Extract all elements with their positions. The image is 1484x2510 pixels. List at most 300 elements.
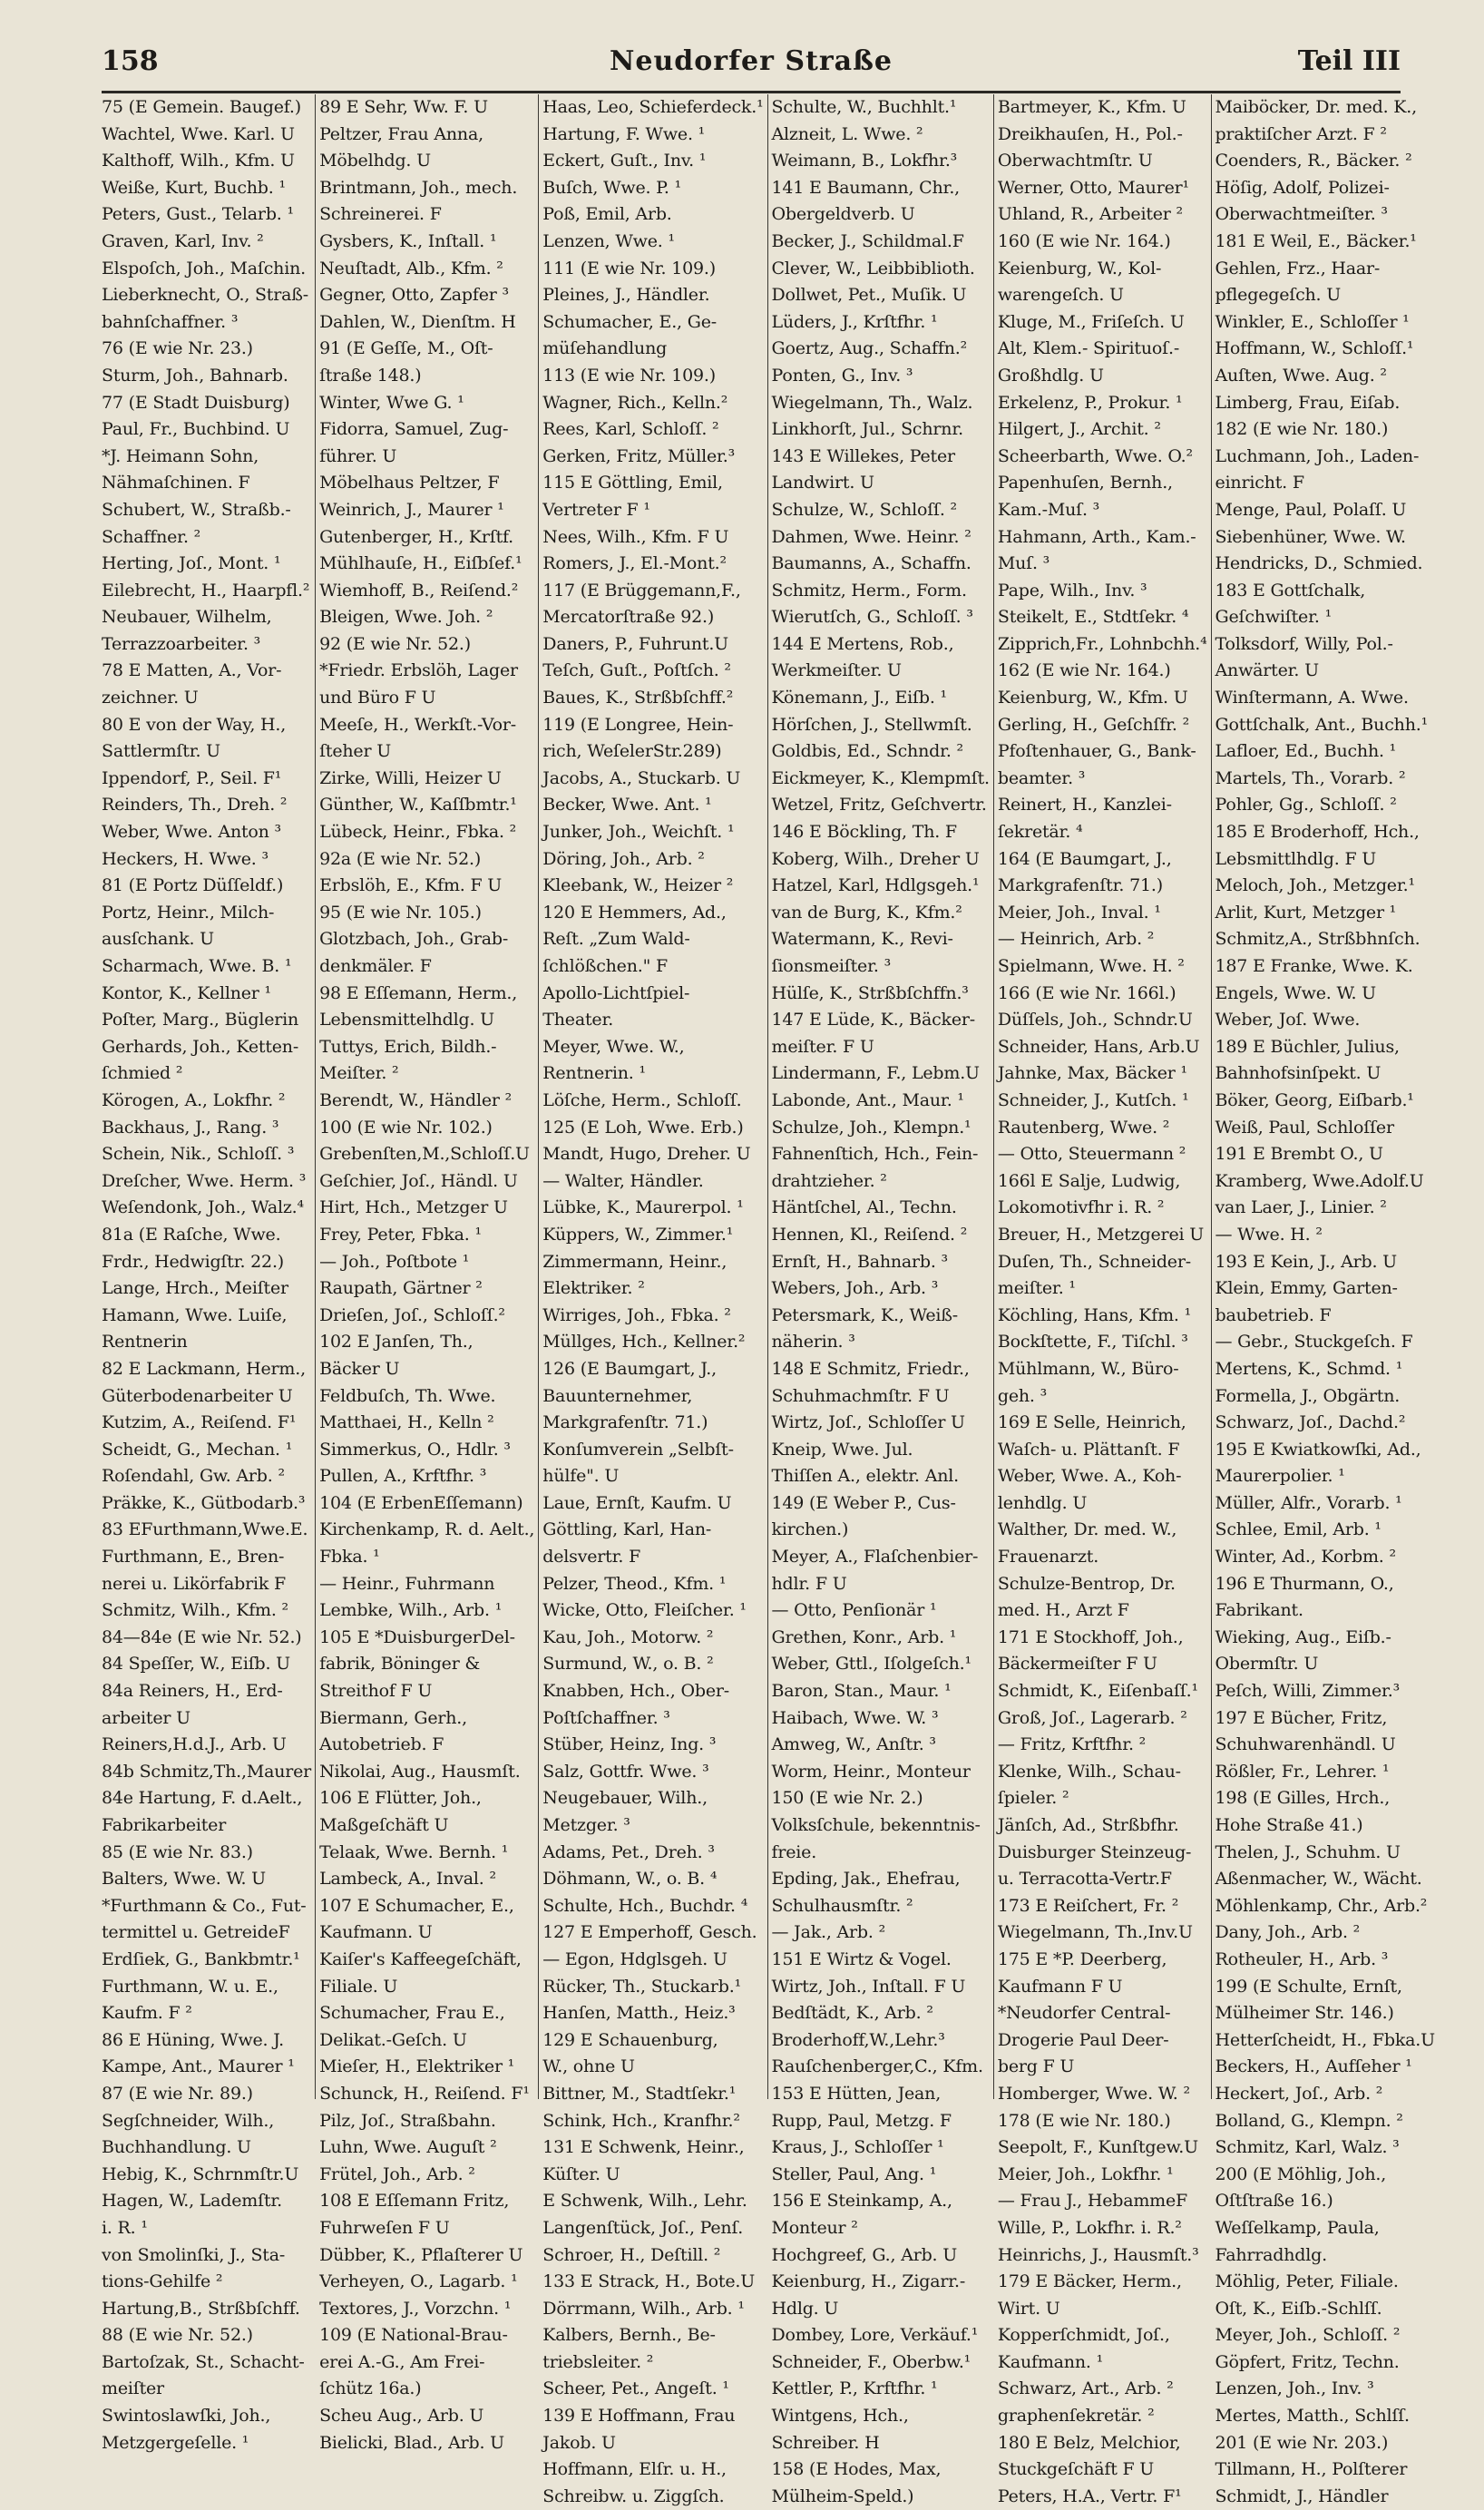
directory-entry: Fidorra, Samuel, Zug- (319, 419, 509, 440)
directory-entry: baubetrieb. F (1215, 1304, 1332, 1325)
directory-entry: Berendt, W., Händler ² (319, 1089, 513, 1110)
directory-entry: Duisburger Steinzeug- (997, 1841, 1192, 1862)
directory-entry: Wille, P., Lokfhr. i. R.² (997, 2217, 1182, 2238)
directory-entry: Thiſſen A., elektr. Anl. (771, 1466, 959, 1487)
directory-entry: Rauſchenberger,C., Kfm. (771, 2056, 983, 2077)
directory-entry: 105 E *DuisburgerDel- (319, 1626, 515, 1647)
directory-entry: Romers, J., El.-Mont.² (542, 553, 727, 574)
directory-entry: Amweg, W., Anſtr. ³ (771, 1734, 936, 1755)
directory-entry: Pilz, Joſ., Straßbahn. (319, 2110, 496, 2131)
directory-entry: termittel u. GetreideF (102, 1922, 290, 1943)
directory-entry: 193 E Kein, J., Arb. U (1215, 1251, 1397, 1272)
directory-entry: Luhn, Wwe. Auguſt ² (319, 2137, 497, 2158)
directory-entry: W., ohne U (542, 2056, 635, 2077)
directory-entry: Reinders, Th., Dreh. ² (102, 795, 288, 816)
directory-entry: Kraus, J., Schloſſer ¹ (771, 2137, 944, 2158)
directory-entry: Hahmann, Arth., Kam.- (997, 526, 1196, 547)
directory-entry: Gehlen, Frz., Haar- (1215, 258, 1381, 278)
directory-entry: Wagner, Rich., Kelln.² (542, 392, 728, 413)
directory-entry: hdlr. F U (771, 1573, 847, 1594)
directory-entry: Mühlhauſe, H., Eiſbſef.¹ (319, 553, 522, 574)
directory-entry: Hartung,B., Strßbſchff. (102, 2298, 300, 2319)
directory-entry: Gerhards, Joh., Ketten- (102, 1036, 299, 1057)
directory-entry: Feldbuſch, Th. Wwe. (319, 1385, 496, 1406)
directory-entry: Scheu Aug., Arb. U (319, 2406, 484, 2427)
directory-entry: Dollwet, Pet., Muſik. U (771, 285, 967, 306)
directory-entry: 84e Hartung, F. d.Aelt., (102, 1788, 303, 1809)
directory-entry: Obermſtr. U (1215, 1654, 1319, 1675)
directory-entry: Peltzer, Frau Anna, (319, 123, 483, 144)
directory-entry: Jahnke, Max, Bäcker ¹ (997, 1063, 1187, 1084)
directory-entry: Peſch, Willi, Zimmer.³ (1215, 1681, 1401, 1702)
directory-entry: Mercatorſtraße 92.) (542, 607, 715, 628)
directory-entry: 92a (E wie Nr. 52.) (319, 848, 482, 869)
directory-entry: Ippendorf, P., Seil. F¹ (102, 767, 282, 788)
directory-entry: Weiße, Kurt, Buchb. ¹ (102, 177, 286, 198)
directory-entry: — Heinr., Fuhrmann (319, 1573, 495, 1594)
directory-entry: Rentnerin. ¹ (542, 1063, 646, 1084)
directory-entry: 151 E Wirtz & Vogel. (771, 1948, 952, 1969)
directory-entry: nerei u. Likörfabrik F (102, 1573, 286, 1594)
directory-entry: Bleigen, Wwe. Joh. ² (319, 607, 493, 628)
directory-entry: 77 (E Stadt Duisburg) (102, 392, 290, 413)
directory-column-3 (538, 94, 766, 2506)
directory-entry: Erdſiek, G., Bankbmtr.¹ (102, 1948, 300, 1969)
directory-entry: Heinrichs, J., Hausmſt.³ (997, 2244, 1199, 2265)
directory-entry: Lange, Hrch., Meiſter (102, 1278, 288, 1299)
directory-entry: Labonde, Ant., Maur. ¹ (771, 1089, 964, 1110)
directory-entry: van Laer, J., Linier. ² (1215, 1197, 1387, 1218)
directory-entry: 156 E Steinkamp, A., (771, 2191, 952, 2212)
directory-column-1 (102, 94, 315, 2453)
directory-entry: Elspoſch, Joh., Maſchin. (102, 258, 306, 278)
directory-entry: Haas, Leo, Schieferdeck.¹ (542, 97, 764, 117)
directory-entry: Vertreter F ¹ (542, 499, 650, 520)
directory-entry: Wieking, Aug., Eiſb.- (1215, 1626, 1391, 1647)
directory-entry: 75 (E Gemein. Baugef.) (102, 97, 301, 117)
directory-entry: Gerling, H., Geſchſfr. ² (997, 714, 1189, 735)
directory-entry: Buchhandlung. U (102, 2137, 251, 2158)
directory-entry: Volksſchule, bekenntnis- (771, 1815, 981, 1835)
directory-entry: Eckert, Guſt., Inv. ¹ (542, 151, 707, 171)
directory-entry: Poſtſchaffner. ³ (542, 1707, 670, 1728)
directory-entry: 78 E Matten, A., Vor- (102, 660, 282, 681)
directory-entry: Göpfert, Fritz, Techn. (1215, 2351, 1400, 2372)
directory-entry: meiſter. ¹ (997, 1278, 1076, 1299)
directory-entry: Balters, Wwe. W. U (102, 1869, 266, 1890)
directory-entry: Goldbis, Ed., Schndr. ² (771, 741, 963, 762)
directory-entry: — Otto, Penſionär ¹ (771, 1600, 937, 1621)
directory-entry: Langenſtück, Joſ., Penſ. (542, 2217, 744, 2238)
page-header (102, 40, 1401, 93)
directory-entry: Haibach, Wwe. W. ³ (771, 1707, 939, 1728)
directory-entry: Sturm, Joh., Bahnarb. (102, 365, 288, 386)
directory-entry: Schneider, Hans, Arb.U (997, 1036, 1200, 1057)
directory-entry: 149 (E Weber P., Cus- (771, 1492, 956, 1513)
directory-entry: Pleines, J., Händler. (542, 285, 710, 306)
directory-entry: Meyer, A., Flaſchenbier- (771, 1547, 979, 1568)
directory-entry: Elektriker. ² (542, 1278, 645, 1299)
directory-entry: Mieſer, H., Elektriker ¹ (319, 2056, 515, 2077)
directory-entry: 119 (E Longree, Hein- (542, 714, 734, 735)
directory-entry: Keienburg, H., Zigarr.- (771, 2271, 966, 2292)
directory-entry: Furthmann, W. u. E., (102, 1976, 278, 1997)
directory-entry: Bolland, G., Klempn. ² (1215, 2110, 1403, 2131)
directory-entry: geh. ³ (997, 1385, 1048, 1406)
directory-entry: Erbslöh, E., Kfm. F U (319, 875, 503, 896)
directory-entry: Daners, P., Fuhrunt.U (542, 633, 728, 654)
directory-entry: Rentnerin (102, 1332, 188, 1353)
directory-entry: 102 E Janſen, Th., (319, 1332, 474, 1353)
directory-entry: Brintmann, Joh., mech. (319, 177, 518, 198)
directory-entry: Mülheim-Speld.) (771, 2486, 914, 2506)
directory-entry: 107 E Schumacher, E., (319, 1895, 514, 1916)
directory-entry: Wirtz, Joh., Inſtall. F U (771, 1976, 966, 1997)
directory-entry: Bartmeyer, K., Kfm. U (997, 97, 1186, 117)
directory-entry: 147 E Lüde, K., Bäcker- (771, 1010, 975, 1030)
directory-entry: Kaufmann. U (319, 1922, 433, 1943)
directory-entry: Siebenhüner, Wwe. W. (1215, 526, 1406, 547)
directory-entry: Poſter, Marg., Büglerin (102, 1010, 299, 1030)
directory-entry: Meyer, Wwe. W., (542, 1036, 685, 1057)
directory-entry: Kau, Joh., Motorw. ² (542, 1626, 714, 1647)
directory-entry: Erkelenz, P., Prokur. ¹ (997, 392, 1183, 413)
directory-entry: Körogen, A., Lokfhr. ² (102, 1089, 286, 1110)
directory-entry: Bartoſzak, St., Schacht- (102, 2351, 305, 2372)
directory-entry: 127 E Emperhoff, Gesch. (542, 1922, 757, 1943)
directory-entry: med. H., Arzt F (997, 1600, 1129, 1621)
directory-entry: Zipprich,Fr., Lohnbchh.⁴ (997, 633, 1207, 654)
directory-entry: Döhmann, W., o. B. ⁴ (542, 1869, 718, 1890)
directory-entry: 183 E Gottſchalk, (1215, 580, 1366, 601)
directory-entry: Möhlenkamp, Chr., Arb.² (1215, 1895, 1428, 1916)
directory-entry: 148 E Schmitz, Friedr., (771, 1358, 970, 1379)
directory-entry: Scheer, Pet., Angeſt. ¹ (542, 2378, 729, 2399)
directory-entry: Rotheuler, H., Arb. ³ (1215, 1948, 1389, 1969)
directory-entry: 144 E Mertens, Rob., (771, 633, 954, 654)
directory-entry: Günther, W., Kaſſbmtr.¹ (319, 795, 517, 816)
directory-entry: Könemann, J., Eiſb. ¹ (771, 688, 947, 708)
directory-entry: Drieſen, Joſ., Schloſſ.² (319, 1304, 505, 1325)
directory-entry: Gegner, Otto, Zapfer ³ (319, 285, 509, 306)
directory-entry: Gysbers, K., Inſtall. ¹ (319, 230, 497, 251)
directory-entry: Schuhmachmſtr. F U (771, 1385, 950, 1406)
directory-entry: Filiale. U (319, 1976, 398, 1997)
directory-entry: 185 E Broderhoff, Hch., (1215, 822, 1420, 843)
directory-entry: u. Terracotta-Vertr.F (997, 1869, 1172, 1890)
directory-entry: Düſſels, Joh., Schndr.U (997, 1010, 1193, 1030)
directory-entry: Segſchneider, Wilh., (102, 2110, 275, 2131)
directory-entry: ſteher U (319, 741, 392, 762)
directory-entry: Koberg, Wilh., Dreher U (771, 848, 980, 869)
directory-entry: Hamann, Wwe. Luiſe, (102, 1304, 288, 1325)
directory-entry: Kalthoff, Wilh., Kfm. U (102, 151, 295, 171)
directory-entry: Reinert, H., Kanzlei- (997, 795, 1172, 816)
directory-entry: berg F U (997, 2056, 1075, 2077)
directory-entry: Coenders, R., Bäcker. ² (1215, 151, 1412, 171)
directory-entry: praktiſcher Arzt. F ² (1215, 123, 1387, 144)
directory-entry: Klein, Emmy, Garten- (1215, 1278, 1398, 1299)
directory-entry: 175 E *P. Deerberg, (997, 1948, 1167, 1969)
directory-entry: Scheidt, G., Mechan. ¹ (102, 1439, 293, 1460)
directory-entry: Jakob. U (542, 2432, 616, 2453)
directory-entry: Kutzim, A., Reiſend. F¹ (102, 1412, 297, 1433)
directory-entry: Dahlen, W., Dienſtm. H (319, 311, 516, 332)
directory-entry: Kettler, P., Krftfhr. ¹ (771, 2378, 938, 2399)
directory-entry: Weber, Wwe. Anton ³ (102, 822, 281, 843)
directory-entry: 95 (E wie Nr. 105.) (319, 902, 482, 923)
directory-entry: Dübber, K., Pflaſterer U (319, 2244, 523, 2265)
directory-entry: Simmerkus, O., Hdlr. ³ (319, 1439, 511, 1460)
directory-entry: Köchling, Hans, Kfm. ¹ (997, 1304, 1192, 1325)
directory-entry: Buſch, Wwe. P. ¹ (542, 177, 682, 198)
directory-entry: 146 E Böckling, Th. F (771, 822, 957, 843)
directory-entry: triebsleiter. ² (542, 2351, 654, 2372)
directory-entry: Maßgeſchäft U (319, 1815, 449, 1835)
directory-entry: 84a Reiners, H., Erd- (102, 1681, 283, 1702)
directory-entry: Schuhwarenhändl. U (1215, 1734, 1396, 1755)
directory-column-2 (315, 94, 538, 2453)
directory-entry: Weber, Wwe. A., Koh- (997, 1466, 1182, 1487)
directory-entry: Bielicki, Blad., Arb. U (319, 2432, 504, 2453)
directory-entry: kirchen.) (771, 1519, 849, 1540)
directory-entry: Gutenberger, H., Krſtf. (319, 526, 514, 547)
directory-entry: Fbka. ¹ (319, 1547, 380, 1568)
directory-entry: Reiners,H.d.J., Arb. U (102, 1734, 287, 1755)
directory-entry: Schmitz, Wilh., Kfm. ² (102, 1600, 288, 1621)
directory-entry: Schmitz, Karl, Walz. ³ (1215, 2137, 1400, 2158)
directory-entry: Uhland, R., Arbeiter ² (997, 204, 1183, 225)
part-label: Teil III (1297, 45, 1401, 77)
directory-entry: 86 E Hüning, Wwe. J. (102, 2029, 285, 2050)
directory-entry: delsvertr. F (542, 1547, 641, 1568)
directory-entry: Schreibw. u. Ziggſch. (542, 2486, 725, 2506)
directory-entry: Bäcker U (319, 1358, 400, 1379)
directory-entry: Bedſtädt, K., Arb. ² (771, 2003, 933, 2024)
directory-entry: meiſter (102, 2378, 164, 2399)
directory-entry: 143 E Willekes, Peter (771, 445, 955, 466)
directory-entry: Webers, Joh., Arb. ³ (771, 1278, 939, 1299)
directory-entry: Weſſelkamp, Paula, (1215, 2217, 1380, 2238)
directory-entry: 200 (E Möhlig, Joh., (1215, 2163, 1387, 2184)
directory-entry: — Walter, Händler. (542, 1170, 704, 1191)
directory-entry: Weſendonk, Joh., Walz.⁴ (102, 1197, 304, 1218)
directory-entry: Göttling, Karl, Han- (542, 1519, 712, 1540)
directory-entry: i. R. ¹ (102, 2217, 148, 2238)
directory-entry: Schwarz, Art., Arb. ² (997, 2378, 1174, 2399)
directory-entry: Lebensmittelhdlg. U (319, 1010, 494, 1030)
directory-entry: Hennen, Kl., Reiſend. ² (771, 1224, 968, 1245)
directory-entry: Surmund, W., o. B. ² (542, 1654, 714, 1675)
directory-entry: Wirt. U (997, 2298, 1060, 2319)
directory-entry: Alt, Klem.- Spirituoſ.- (997, 338, 1180, 359)
directory-entry: Fabrikarbeiter (102, 1815, 227, 1835)
directory-entry: Rößler, Fr., Lehrer. ¹ (1215, 1761, 1390, 1782)
directory-entry: Wicke, Otto, Fleiſcher. ¹ (542, 1600, 747, 1621)
directory-entry: Schulte, W., Buchhlt.¹ (771, 97, 957, 117)
directory-entry: einricht. F (1215, 473, 1304, 493)
directory-entry: Thelen, J., Schuhm. U (1215, 1841, 1401, 1862)
directory-entry: Müller, Alfr., Vorarb. ¹ (1215, 1492, 1402, 1513)
directory-entry: Dany, Joh., Arb. ² (1215, 1922, 1361, 1943)
directory-entry: Wirriges, Joh., Fbka. ² (542, 1304, 731, 1325)
directory-entry: Bockſtette, F., Tiſchl. ³ (997, 1332, 1188, 1353)
directory-entry: — Gebr., Stuckgeſch. F (1215, 1332, 1413, 1353)
directory-entry: 169 E Selle, Heinrich, (997, 1412, 1186, 1433)
directory-entry: Lebsmittlhdlg. F U (1215, 848, 1377, 869)
directory-entry: Oberwachtmeiſter. ³ (1215, 204, 1388, 225)
directory-entry: Pohler, Gg., Schloſſ. ² (1215, 795, 1397, 816)
directory-entry: Frütel, Joh., Arb. ² (319, 2163, 475, 2184)
directory-entry: Ernſt, H., Bahnarb. ³ (771, 1251, 948, 1272)
directory-entry: Homberger, Wwe. W. ² (997, 2083, 1190, 2104)
directory-entry: Weimann, B., Lokfhr.³ (771, 151, 958, 171)
directory-entry: Rautenberg, Wwe. ² (997, 1117, 1170, 1138)
directory-entry: Alzneit, L. Wwe. ² (771, 123, 923, 144)
directory-entry: 150 (E wie Nr. 2.) (771, 1788, 923, 1809)
directory-entry: Oſt, K., Eiſb.-Schlſſ. (1215, 2298, 1382, 2319)
directory-entry: Groß, Joſ., Lagerarb. ² (997, 1707, 1187, 1728)
directory-entry: hülfe". U (542, 1466, 620, 1487)
directory-entry: 82 E Lackmann, Herm., (102, 1358, 306, 1379)
directory-entry: Wiemhoff, B., Reiſend.² (319, 580, 519, 601)
directory-entry: 189 E Büchler, Julius, (1215, 1036, 1400, 1057)
directory-entry: Hohe Straße 41.) (1215, 1815, 1363, 1835)
directory-entry: 196 E Thurmann, O., (1215, 1573, 1394, 1594)
directory-entry: von Smolinſki, J., Sta- (102, 2244, 286, 2265)
directory-entry: — Jak., Arb. ² (771, 1922, 885, 1943)
directory-entry: Jacobs, A., Stuckarb. U (542, 767, 741, 788)
directory-entry: 98 E Eſſemann, Herm., (319, 982, 518, 1003)
directory-entry: Wetzel, Fritz, Geſchvertr. (771, 795, 987, 816)
directory-entry: Küſter. U (542, 2163, 620, 2184)
directory-entry: 191 E Brembt O., U (1215, 1144, 1383, 1165)
directory-entry: Seepolt, F., Kunſtgew.U (997, 2137, 1198, 2158)
directory-entry: 106 E Flütter, Joh., (319, 1788, 482, 1809)
directory-entry: Weinrich, J., Maurer ¹ (319, 499, 504, 520)
directory-entry: Kluge, M., Friſeſch. U (997, 311, 1185, 332)
directory-entry: Heckert, Joſ., Arb. ² (1215, 2083, 1383, 2104)
directory-entry: 180 E Belz, Melchior, (997, 2432, 1181, 2453)
directory-entry: Duſen, Th., Schneider- (997, 1251, 1191, 1272)
directory-entry: Fuhrweſen F U (319, 2217, 450, 2238)
directory-entry: Hagen, W., Lademſtr. (102, 2191, 283, 2212)
directory-entry: 171 E Stockhoff, Joh., (997, 1626, 1184, 1647)
directory-entry: 81 (E Portz Düſſeldf.) (102, 875, 284, 896)
directory-entry: Lambeck, A., Inval. ² (319, 1869, 496, 1890)
directory-entry: Rupp, Paul, Metzg. F (771, 2110, 952, 2131)
directory-entry: Knabben, Hch., Ober- (542, 1681, 729, 1702)
directory-entry: Reſt. „Zum Wald- (542, 929, 690, 950)
directory-entry: Epding, Jak., Ehefrau, (771, 1869, 961, 1890)
directory-entry: Hörſchen, J., Stellwmſt. (771, 714, 972, 735)
directory-entry: Pape, Wilh., Inv. ³ (997, 580, 1147, 601)
directory-entry: 120 E Hemmers, Ad., (542, 902, 727, 923)
directory-entry: — Wwe. H. ² (1215, 1224, 1323, 1245)
directory-entry: 182 (E wie Nr. 180.) (1215, 419, 1389, 440)
directory-entry: Raupath, Gärtner ² (319, 1278, 483, 1299)
directory-entry: 153 E Hütten, Jean, (771, 2083, 942, 2104)
directory-entry: Peters, H.A., Vertr. F¹ (997, 2486, 1182, 2506)
directory-entry: Arlit, Kurt, Metzger ¹ (1215, 902, 1397, 923)
directory-entry: Bahnhofsinſpekt. U (1215, 1063, 1381, 1084)
directory-entry: Apollo-Lichtſpiel- (542, 982, 690, 1003)
directory-entry: Böker, Georg, Eiſbarb.¹ (1215, 1089, 1414, 1110)
directory-entry: Autobetrieb. F (319, 1734, 444, 1755)
directory-entry: Terrazzoarbeiter. ³ (102, 633, 261, 654)
directory-entry: 133 E Strack, H., Bote.U (542, 2271, 756, 2292)
directory-entry: 85 (E wie Nr. 83.) (102, 1841, 253, 1862)
directory-entry: Walther, Dr. med. W., (997, 1519, 1177, 1540)
directory-entry: Kirchenkamp, R. d. Aelt., (319, 1519, 535, 1540)
directory-entry: Verheyen, O., Lagarb. ¹ (319, 2271, 518, 2292)
directory-entry: Delikat.-Geſch. U (319, 2029, 467, 2050)
directory-entry: Kam.-Muſ. ³ (997, 499, 1100, 520)
directory-entry: Adams, Pet., Dreh. ³ (542, 1841, 715, 1862)
directory-entry: meiſter. F U (771, 1036, 874, 1057)
directory-entry: Werner, Otto, Maurer¹ (997, 177, 1189, 198)
directory-entry: Luchmann, Joh., Laden- (1215, 445, 1420, 466)
directory-entry: Waſch- u. Plättanſt. F (997, 1439, 1180, 1460)
directory-entry: Konſumverein „Selbſt- (542, 1439, 734, 1460)
directory-entry: Hanſen, Matth., Heiz.³ (542, 2003, 736, 2024)
directory-entry: tions-Gehilfe ² (102, 2271, 223, 2292)
directory-entry: Maiböcker, Dr. med. K., (1215, 97, 1417, 117)
directory-entry: Pfoſtenhauer, G., Bank- (997, 741, 1196, 762)
directory-entry: Präkke, K., Gütbodarb.³ (102, 1492, 306, 1513)
directory-entry: Kneip, Wwe. Jul. (771, 1439, 913, 1460)
directory-entry: Hatzel, Karl, Hdlgsgeh.¹ (771, 875, 980, 896)
directory-entry: 113 (E wie Nr. 109.) (542, 365, 716, 386)
directory-entry: *Neudorfer Central- (997, 2003, 1171, 2024)
directory-entry: Schein, Nik., Schloſſ. ³ (102, 1144, 295, 1165)
directory-entry: Textores, J., Vorzchn. ¹ (319, 2298, 512, 2319)
directory-entry: Kampe, Ant., Maurer ¹ (102, 2056, 295, 2077)
directory-entry: Fahnenſtich, Hch., Fein- (771, 1144, 979, 1165)
directory-entry: van de Burg, K., Kfm.² (771, 902, 962, 923)
directory-entry: Kopperſchmidt, Joſ., (997, 2325, 1170, 2346)
directory-entry: Küppers, W., Zimmer.¹ (542, 1224, 734, 1245)
directory-entry: 139 E Hoffmann, Frau (542, 2406, 736, 2427)
directory-entry: Landwirt. U (771, 473, 874, 493)
directory-entry: Backhaus, J., Rang. ³ (102, 1117, 279, 1138)
directory-entry: Graven, Karl, Inv. ² (102, 230, 264, 251)
directory-entry: Laue, Ernſt, Kaufm. U (542, 1492, 732, 1513)
directory-entry: Dombey, Lore, Verkäuf.¹ (771, 2325, 979, 2346)
directory-entry: Mertens, K., Schmd. ¹ (1215, 1358, 1403, 1379)
directory-entry: Schaffner. ² (102, 526, 201, 547)
directory-entry: Meyer, Joh., Schloſſ. ² (1215, 2325, 1401, 2346)
directory-entry: Pelzer, Theod., Kfm. ¹ (542, 1573, 727, 1594)
directory-entry: Bauunternehmer, (542, 1385, 693, 1406)
directory-entry: Rees, Karl, Schloſſ. ² (542, 419, 719, 440)
directory-entry: Dahmen, Wwe. Heinr. ² (771, 526, 971, 547)
directory-entry: Peters, Gust., Telarb. ¹ (102, 204, 294, 225)
directory-entry: Hochgreef, G., Arb. U (771, 2244, 958, 2265)
directory-entry: Lieberknecht, O., Straß- (102, 285, 308, 306)
directory-entry: Schmitz, Herm., Form. (771, 580, 967, 601)
directory-column-6 (1211, 94, 1439, 2506)
directory-entry: Broderhoff,W.,Lehr.³ (771, 2029, 945, 2050)
directory-entry: Schmidt, J., Händler (1215, 2486, 1389, 2506)
directory-entry: 104 (E ErbenEſſemann) (319, 1492, 523, 1513)
directory-entry: Schink, Hch., Kranfhr.² (542, 2110, 740, 2131)
directory-entry: drahtzieher. ² (771, 1170, 887, 1191)
directory-entry: Scharmach, Wwe. B. ¹ (102, 956, 292, 976)
directory-entry: Meloch, Joh., Metzger.¹ (1215, 875, 1415, 896)
directory-entry: Rücker, Th., Stuckarb.¹ (542, 1976, 741, 1997)
directory-entry: Wierutſch, G., Schloſſ. ³ (771, 607, 973, 628)
